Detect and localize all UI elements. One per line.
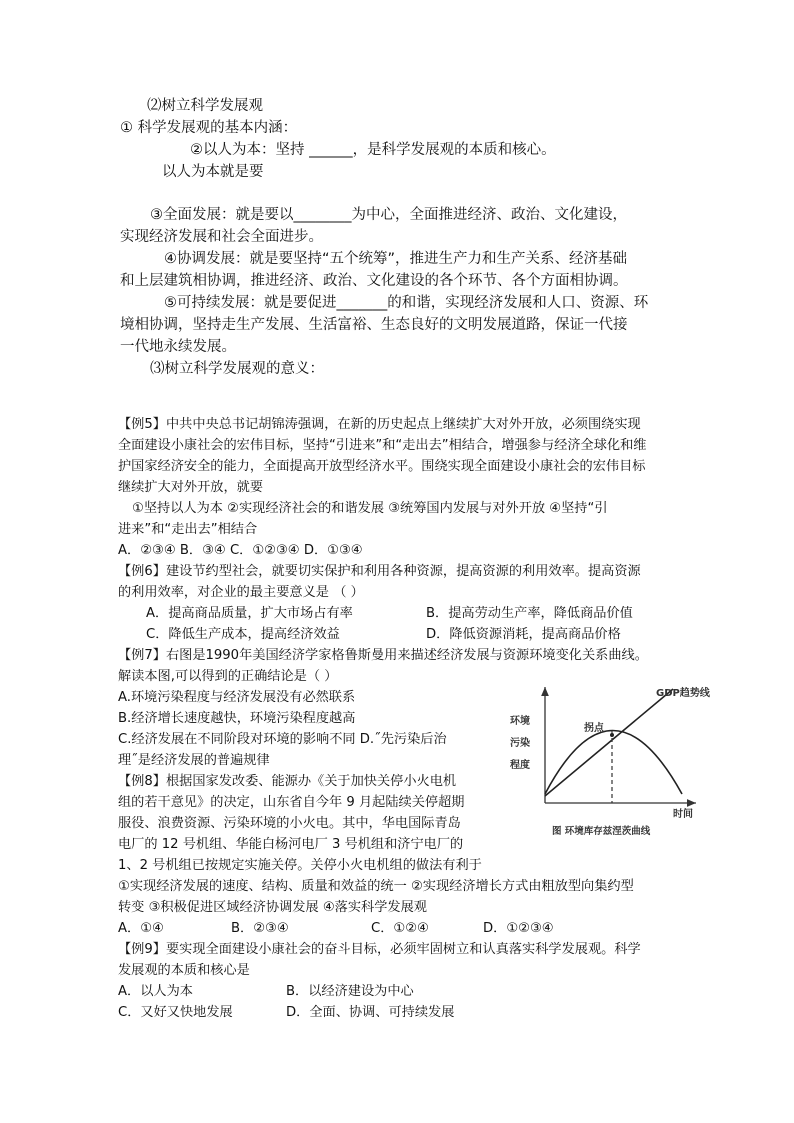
turning-point-label: 拐点 [584, 723, 604, 734]
option: C．降低生产成本，提高经济效益 [146, 627, 340, 642]
text-line: 境相协调，坚持走生产发展、生活富裕、生态良好的文明发展道路，保证一代接 [120, 317, 628, 333]
text-line: 1、2 号机组已按规定实施关停。关停小火电机组的做法有利于 [118, 858, 482, 873]
y-axis-label-line: 程度 [510, 760, 530, 771]
option: A．①④ [118, 921, 164, 936]
kuznets-curve-figure [506, 679, 732, 843]
y-axis-label-line: 环境 [510, 716, 530, 727]
text-line: 服役、浪费资源、污染环境的小火电。其中，华电国际青岛 [118, 816, 461, 831]
text-line: ⑶树立科学发展观的意义： [150, 361, 324, 377]
option: C．又好又快地发展 [118, 1005, 233, 1020]
option: B．②③④ [231, 921, 289, 936]
option: D．①②③④ [483, 921, 554, 936]
text-line: 转变 ③积极促进区域经济协调发展 ④落实科学发展观 [118, 900, 427, 915]
text-line: ① 科学发展观的基本内涵： [120, 120, 298, 136]
option: C．①②④ [371, 921, 429, 936]
option: A．以人为本 [118, 984, 193, 999]
text-line: 护国家经济安全的能力，全面提高开放型经济水平。围绕实现全面建设小康社会的宏伟目标 [118, 459, 646, 474]
text-line: 实现经济发展和社会全面进步。 [120, 229, 323, 245]
text-line: 一代地永续发展。 [120, 339, 236, 355]
text-line: 【例8】根据国家发改委、能源办《关于加快关停小火电机 [118, 774, 457, 789]
option: B．以经济建设为中心 [286, 984, 414, 999]
text-line: 电厂的 12 号机组、华能白杨河电厂 3 号机组和济宁电厂的 [118, 837, 464, 852]
option: D．全面、协调、可持续发展 [286, 1005, 455, 1020]
turning-point-marker [610, 733, 614, 737]
text-line: 全面建设小康社会的宏伟目标，坚持“引进来”和“走出去”相结合，增强参与经济全球化和维 [118, 438, 647, 453]
text-line: 和上层建筑相协调，推进经济、政治、文化建设的各个环节、各个方面相协调。 [120, 273, 628, 289]
x-axis-label: 时间 [673, 809, 693, 820]
text-line: B.经济增长速度越快，环境污染程度越高 [118, 711, 356, 726]
text-line: 的利用效率，对企业的最主要意义是 （ ） [118, 585, 364, 600]
text-line: ①坚持以人为本 ②实现经济社会的和谐发展 ③统筹国内发展与对外开放 ④坚持“引 [132, 501, 608, 516]
text-line: ③全面发展：就是要以________为中心，全面推进经济、政治、文化建设， [150, 207, 627, 223]
text-line: 【例9】要实现全面建设小康社会的奋斗目标，必须牢固树立和认真落实科学发展观。科学 [118, 942, 641, 957]
text-line: 理˝是经济发展的普遍规律 [118, 753, 270, 768]
y-axis-label-line: 污染 [510, 738, 530, 749]
text-line: ②以人为本：坚持 ______，是科学发展观的本质和核心。 [190, 142, 556, 158]
text-line: A.环境污染程度与经济发展没有必然联系 [118, 690, 356, 705]
text-line: ①实现经济发展的速度、结构、质量和效益的统一 ②实现经济增长方式由粗放型向集约型 [118, 879, 634, 894]
text-line: 继续扩大对外开放，就要 [118, 480, 264, 495]
text-line: 以人为本就是要 [162, 164, 264, 180]
text-line: ④协调发展：就是要坚持“五个统筹”，推进生产力和生产关系、经济基础 [164, 251, 628, 267]
gdp-trend-label: GDP趋势线 [656, 688, 710, 699]
option: A．提高商品质量，扩大市场占有率 [146, 606, 353, 621]
option: B．提高劳动生产率，降低商品价值 [426, 606, 633, 621]
text-line: 【例6】建设节约型社会，就要切实保护和利用各种资源，提高资源的利用效率。提高资源 [118, 564, 641, 579]
option: D．降低资源消耗，提高商品价格 [426, 627, 621, 642]
text-line: ⑵树立科学发展观 [147, 98, 263, 114]
text-line: 发展观的本质和核心是 [118, 963, 250, 978]
text-line: 进来”和“走出去”相结合 [118, 522, 258, 537]
gdp-trend-line [545, 689, 673, 796]
text-line: ⑤可持续发展：就是要促进_______的和谐，实现经济发展和人口、资源、环 [164, 295, 649, 311]
text-line: 【例7】右图是1990年美国经济学家格鲁斯曼用来描述经济发展与资源环境变化关系曲线。 [118, 648, 648, 663]
text-line: 解读本图,可以得到的正确结论是（ ） [118, 669, 338, 684]
pollution-curve [545, 731, 682, 795]
text-line: 【例5】中共中央总书记胡锦涛强调，在新的历史起点上继续扩大对外开放，必须围绕实现 [118, 417, 641, 432]
text-line: C.经济发展在不同阶段对环境的影响不同 D.˝先污染后治 [118, 732, 447, 747]
text-line: A．②③④ B．③④ C．①②③④ D．①③④ [118, 543, 363, 558]
text-line: 组的若干意见》的决定，山东省自今年 9 月起陆续关停超期 [118, 795, 465, 810]
figure-caption: 图 环境库存兹涅茨曲线 [552, 826, 651, 837]
